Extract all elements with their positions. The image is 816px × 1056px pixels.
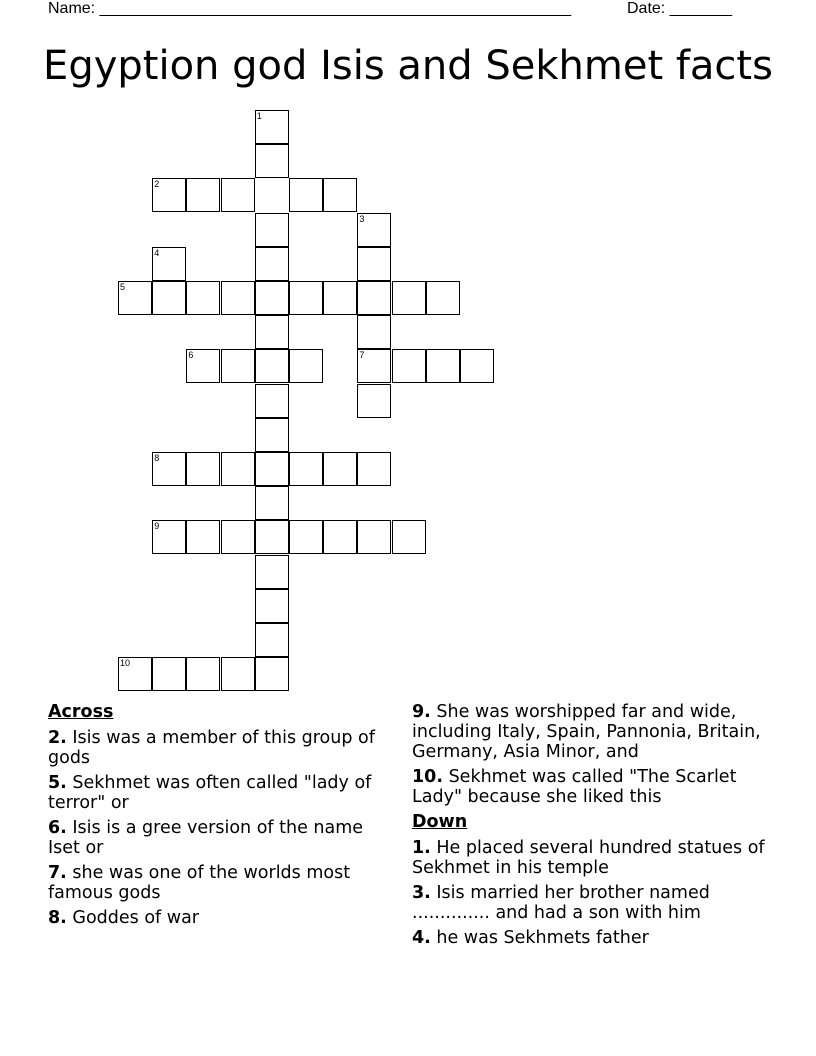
clue-number: 4. (412, 928, 431, 948)
grid-cell[interactable] (255, 349, 289, 383)
grid-cell[interactable] (357, 520, 391, 554)
cell-number: 3 (359, 213, 365, 224)
grid-cell[interactable] (221, 281, 255, 315)
clue-number: 5. (48, 773, 67, 793)
grid-cell[interactable] (392, 349, 426, 383)
across-clue-8 (48, 908, 393, 928)
grid-cell-3[interactable] (357, 213, 391, 247)
grid-cell[interactable] (460, 349, 494, 383)
clue-text: He placed several hundred statues of Sekhmet in his temple (412, 838, 765, 878)
clue-text: Sekhmet was often called "lady of terror" or (48, 773, 372, 813)
across-clue-2 (48, 728, 393, 768)
across-clue-9 (412, 702, 782, 762)
grid-cell-2[interactable] (152, 178, 186, 212)
grid-cell[interactable] (255, 657, 289, 691)
grid-cell-6[interactable] (186, 349, 220, 383)
grid-cell-4[interactable] (152, 247, 186, 281)
across-clue-5 (48, 773, 393, 813)
cell-number: 9 (154, 521, 160, 532)
clue-text: She was worshipped far and wide, including Italy, Spain, Pannonia, Britain, Germany, Asia Minor, and (412, 702, 761, 762)
grid-cell[interactable] (255, 418, 289, 452)
clue-text: Isis is a gree version of the name Iset or (48, 818, 364, 858)
down-clue-1 (412, 838, 782, 878)
cell-number: 5 (120, 282, 126, 292)
clue-text: Isis married her brother named .............. and had a son with him (412, 883, 710, 923)
grid-cell[interactable] (152, 657, 186, 691)
grid-cell[interactable] (289, 349, 323, 383)
grid-cell[interactable] (255, 384, 289, 418)
grid-cell-9[interactable] (152, 520, 186, 554)
grid-cell[interactable] (357, 315, 391, 349)
grid-cell[interactable] (323, 520, 357, 554)
down-heading: Down (412, 812, 468, 832)
clue-number: 1. (412, 838, 431, 858)
clue-number: 8. (48, 908, 67, 928)
date-line[interactable]: Date: _______ (627, 0, 732, 17)
grid-cell[interactable] (426, 281, 460, 315)
clue-number: 6. (48, 818, 67, 838)
grid-cell[interactable] (255, 486, 289, 520)
grid-cell-8[interactable] (152, 452, 186, 486)
grid-cell-5[interactable] (118, 281, 152, 315)
grid-cell[interactable] (255, 281, 289, 315)
grid-cell[interactable] (255, 520, 289, 554)
grid-cell[interactable] (289, 452, 323, 486)
grid-cell[interactable] (323, 452, 357, 486)
grid-cell[interactable] (186, 281, 220, 315)
grid-cell[interactable] (186, 657, 220, 691)
grid-cell[interactable] (323, 178, 357, 212)
grid-cell[interactable] (186, 452, 220, 486)
clue-number: 9. (412, 702, 431, 722)
grid-cell[interactable] (186, 520, 220, 554)
grid-cell[interactable] (221, 657, 255, 691)
grid-cell[interactable] (255, 555, 289, 589)
cell-number: 7 (359, 350, 365, 361)
grid-cell[interactable] (221, 178, 255, 212)
grid-cell[interactable] (221, 349, 255, 383)
grid-cell[interactable] (255, 452, 289, 486)
grid-cell[interactable] (221, 452, 255, 486)
cell-number: 8 (154, 453, 160, 463)
grid-cell[interactable] (357, 452, 391, 486)
grid-cell-1[interactable] (255, 110, 289, 144)
grid-cell[interactable] (323, 281, 357, 315)
clue-number: 3. (412, 883, 431, 903)
grid-cell[interactable] (255, 623, 289, 657)
cell-number: 10 (120, 658, 131, 669)
across-clue-10 (412, 767, 782, 807)
grid-cell-7[interactable] (357, 349, 391, 383)
grid-cell[interactable] (357, 281, 391, 315)
grid-cell[interactable] (392, 281, 426, 315)
grid-cell[interactable] (255, 144, 289, 178)
across-clue-6 (48, 818, 393, 858)
cell-number: 2 (154, 179, 160, 190)
name-line[interactable]: Name: _____________________________________________________ (48, 0, 572, 17)
clue-text: Sekhmet was called "The Scarlet Lady" because she liked this (412, 767, 737, 807)
grid-cell[interactable] (289, 178, 323, 212)
grid-cell[interactable] (289, 281, 323, 315)
clue-text: Goddes of war (66, 908, 199, 928)
grid-cell[interactable] (152, 281, 186, 315)
grid-cell[interactable] (186, 178, 220, 212)
clue-number: 2. (48, 728, 67, 748)
grid-cell[interactable] (255, 213, 289, 247)
across-heading: Across (48, 702, 114, 722)
grid-cell[interactable] (221, 520, 255, 554)
cell-number: 4 (154, 247, 160, 258)
clue-number: 10. (412, 767, 444, 787)
page-title: Egyption god Isis and Sekhmet facts (43, 43, 773, 89)
grid-cell[interactable] (289, 520, 323, 554)
clue-text: Isis was a member of this group of gods (48, 728, 375, 768)
grid-cell[interactable] (426, 349, 460, 383)
grid-cell[interactable] (255, 589, 289, 623)
grid-cell[interactable] (255, 315, 289, 349)
down-clue-3 (412, 883, 782, 923)
grid-cell[interactable] (255, 247, 289, 281)
cell-number: 6 (188, 350, 194, 361)
clue-number: 7. (48, 863, 67, 883)
clues-left-column (48, 702, 393, 933)
down-clue-4 (412, 928, 782, 948)
clues-right-column (412, 702, 782, 953)
cell-number: 1 (256, 111, 262, 121)
grid-cell-10[interactable] (118, 657, 152, 691)
grid-cell[interactable] (392, 520, 426, 554)
grid-cell[interactable] (357, 384, 391, 418)
clue-text: she was one of the worlds most famous gods (48, 863, 351, 903)
grid-cell[interactable] (357, 247, 391, 281)
across-clue-7 (48, 863, 393, 903)
clue-text: he was Sekhmets father (430, 928, 649, 948)
